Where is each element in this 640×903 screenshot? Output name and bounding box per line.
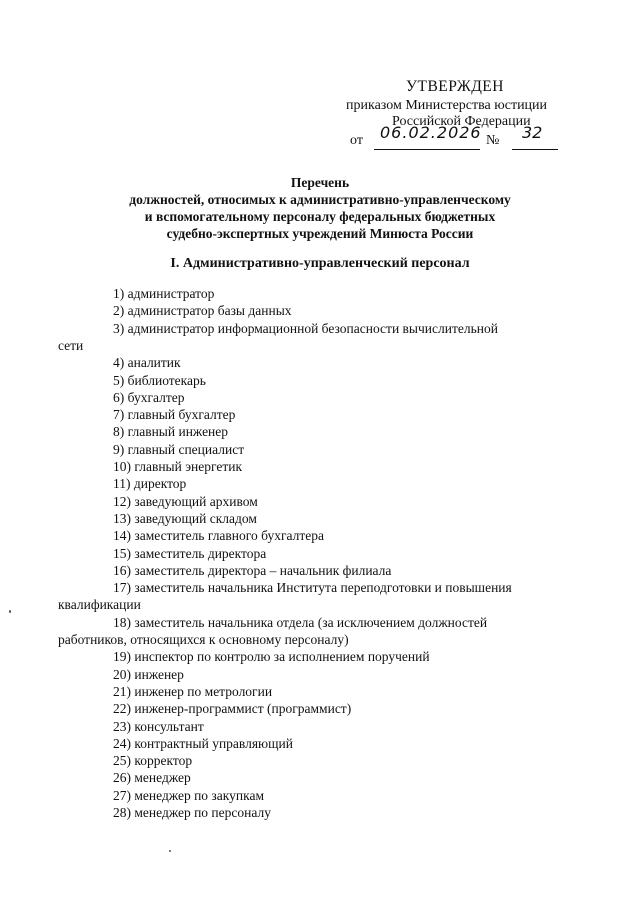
list-item-text: 12) заведующий архивом [113, 493, 258, 509]
number-label: № [486, 133, 500, 148]
list-item-text: 24) контрактный управляющий [113, 735, 293, 751]
list-item-text: 4) аналитик [113, 355, 181, 371]
handwritten-number: 32 [522, 123, 543, 142]
federation-line: Российской Федерации [392, 114, 531, 129]
date-field [374, 123, 482, 150]
list-item-text: 15) заместитель директора [113, 545, 267, 561]
list-item-text: 28) менеджер по персоналу [113, 805, 271, 820]
list-item-continuation: работников, относящихся к основному персоналу) [58, 631, 349, 647]
approved-stamp-title: УТВЕРЖДЕН [406, 78, 504, 95]
title-line: судебно-экспертных учреждений Минюста России [166, 226, 474, 241]
list-item-text: 3) администратор информационной безопасности вычислительной [113, 320, 498, 336]
list-item-text: 11) директор [113, 476, 187, 492]
list-item-text: 9) главный специалист [113, 441, 245, 457]
list-item-text: 27) менеджер по закупкам [113, 787, 264, 803]
list-item-text: 8) главный инженер [113, 424, 229, 440]
list-item-text: 20) инженер [113, 666, 184, 682]
list-item-continuation: сети [58, 337, 84, 353]
list-item-text: 13) заведующий складом [113, 510, 257, 526]
title-line: Перечень [290, 175, 350, 190]
scan-speck [9, 610, 11, 613]
scan-speck [169, 850, 171, 852]
number-field [512, 123, 558, 150]
list-item-text: 7) главный бухгалтер [113, 407, 236, 423]
list-item-text: 19) инспектор по контролю за исполнением поручений [113, 649, 430, 665]
from-label: от [350, 133, 363, 148]
order-line: приказом Министерства юстиции [346, 98, 548, 113]
list-item-text: 22) инженер-программист (программист) [113, 701, 352, 717]
list-item-text: 5) библиотекарь [113, 372, 206, 388]
list-item-text: 21) инженер по метрологии [113, 683, 273, 699]
list-item-text: 10) главный энергетик [113, 459, 243, 474]
list-item-text: 14) заместитель главного бухгалтера [113, 528, 324, 544]
title-line: должностей, относимых к административно-управленческому [129, 192, 511, 207]
list-item-text: 23) консультант [113, 718, 204, 734]
list-item-text: 18) заместитель начальника отдела (за исключением должностей [113, 614, 488, 630]
list-item-text: 2) администратор базы данных [113, 303, 292, 319]
list-item-text: 1) администратор [113, 286, 215, 301]
section-heading: I. Административно-управленческий персонал [170, 256, 470, 271]
list-item-text: 26) менеджер [113, 770, 191, 786]
title-line: и вспомогательному персоналу федеральных бюджетных [144, 209, 496, 224]
list-item-text: 17) заместитель начальника Института переподготовки и повышения [113, 580, 512, 596]
list-item-text: 25) корректор [113, 753, 193, 769]
list-item-text: 6) бухгалтер [113, 389, 185, 405]
list-item-continuation: квалификации [58, 597, 141, 613]
handwritten-date: 06.02.2026 [380, 123, 482, 142]
list-item-text: 16) заместитель директора – начальник филиала [113, 562, 392, 578]
document-title [0, 174, 640, 242]
